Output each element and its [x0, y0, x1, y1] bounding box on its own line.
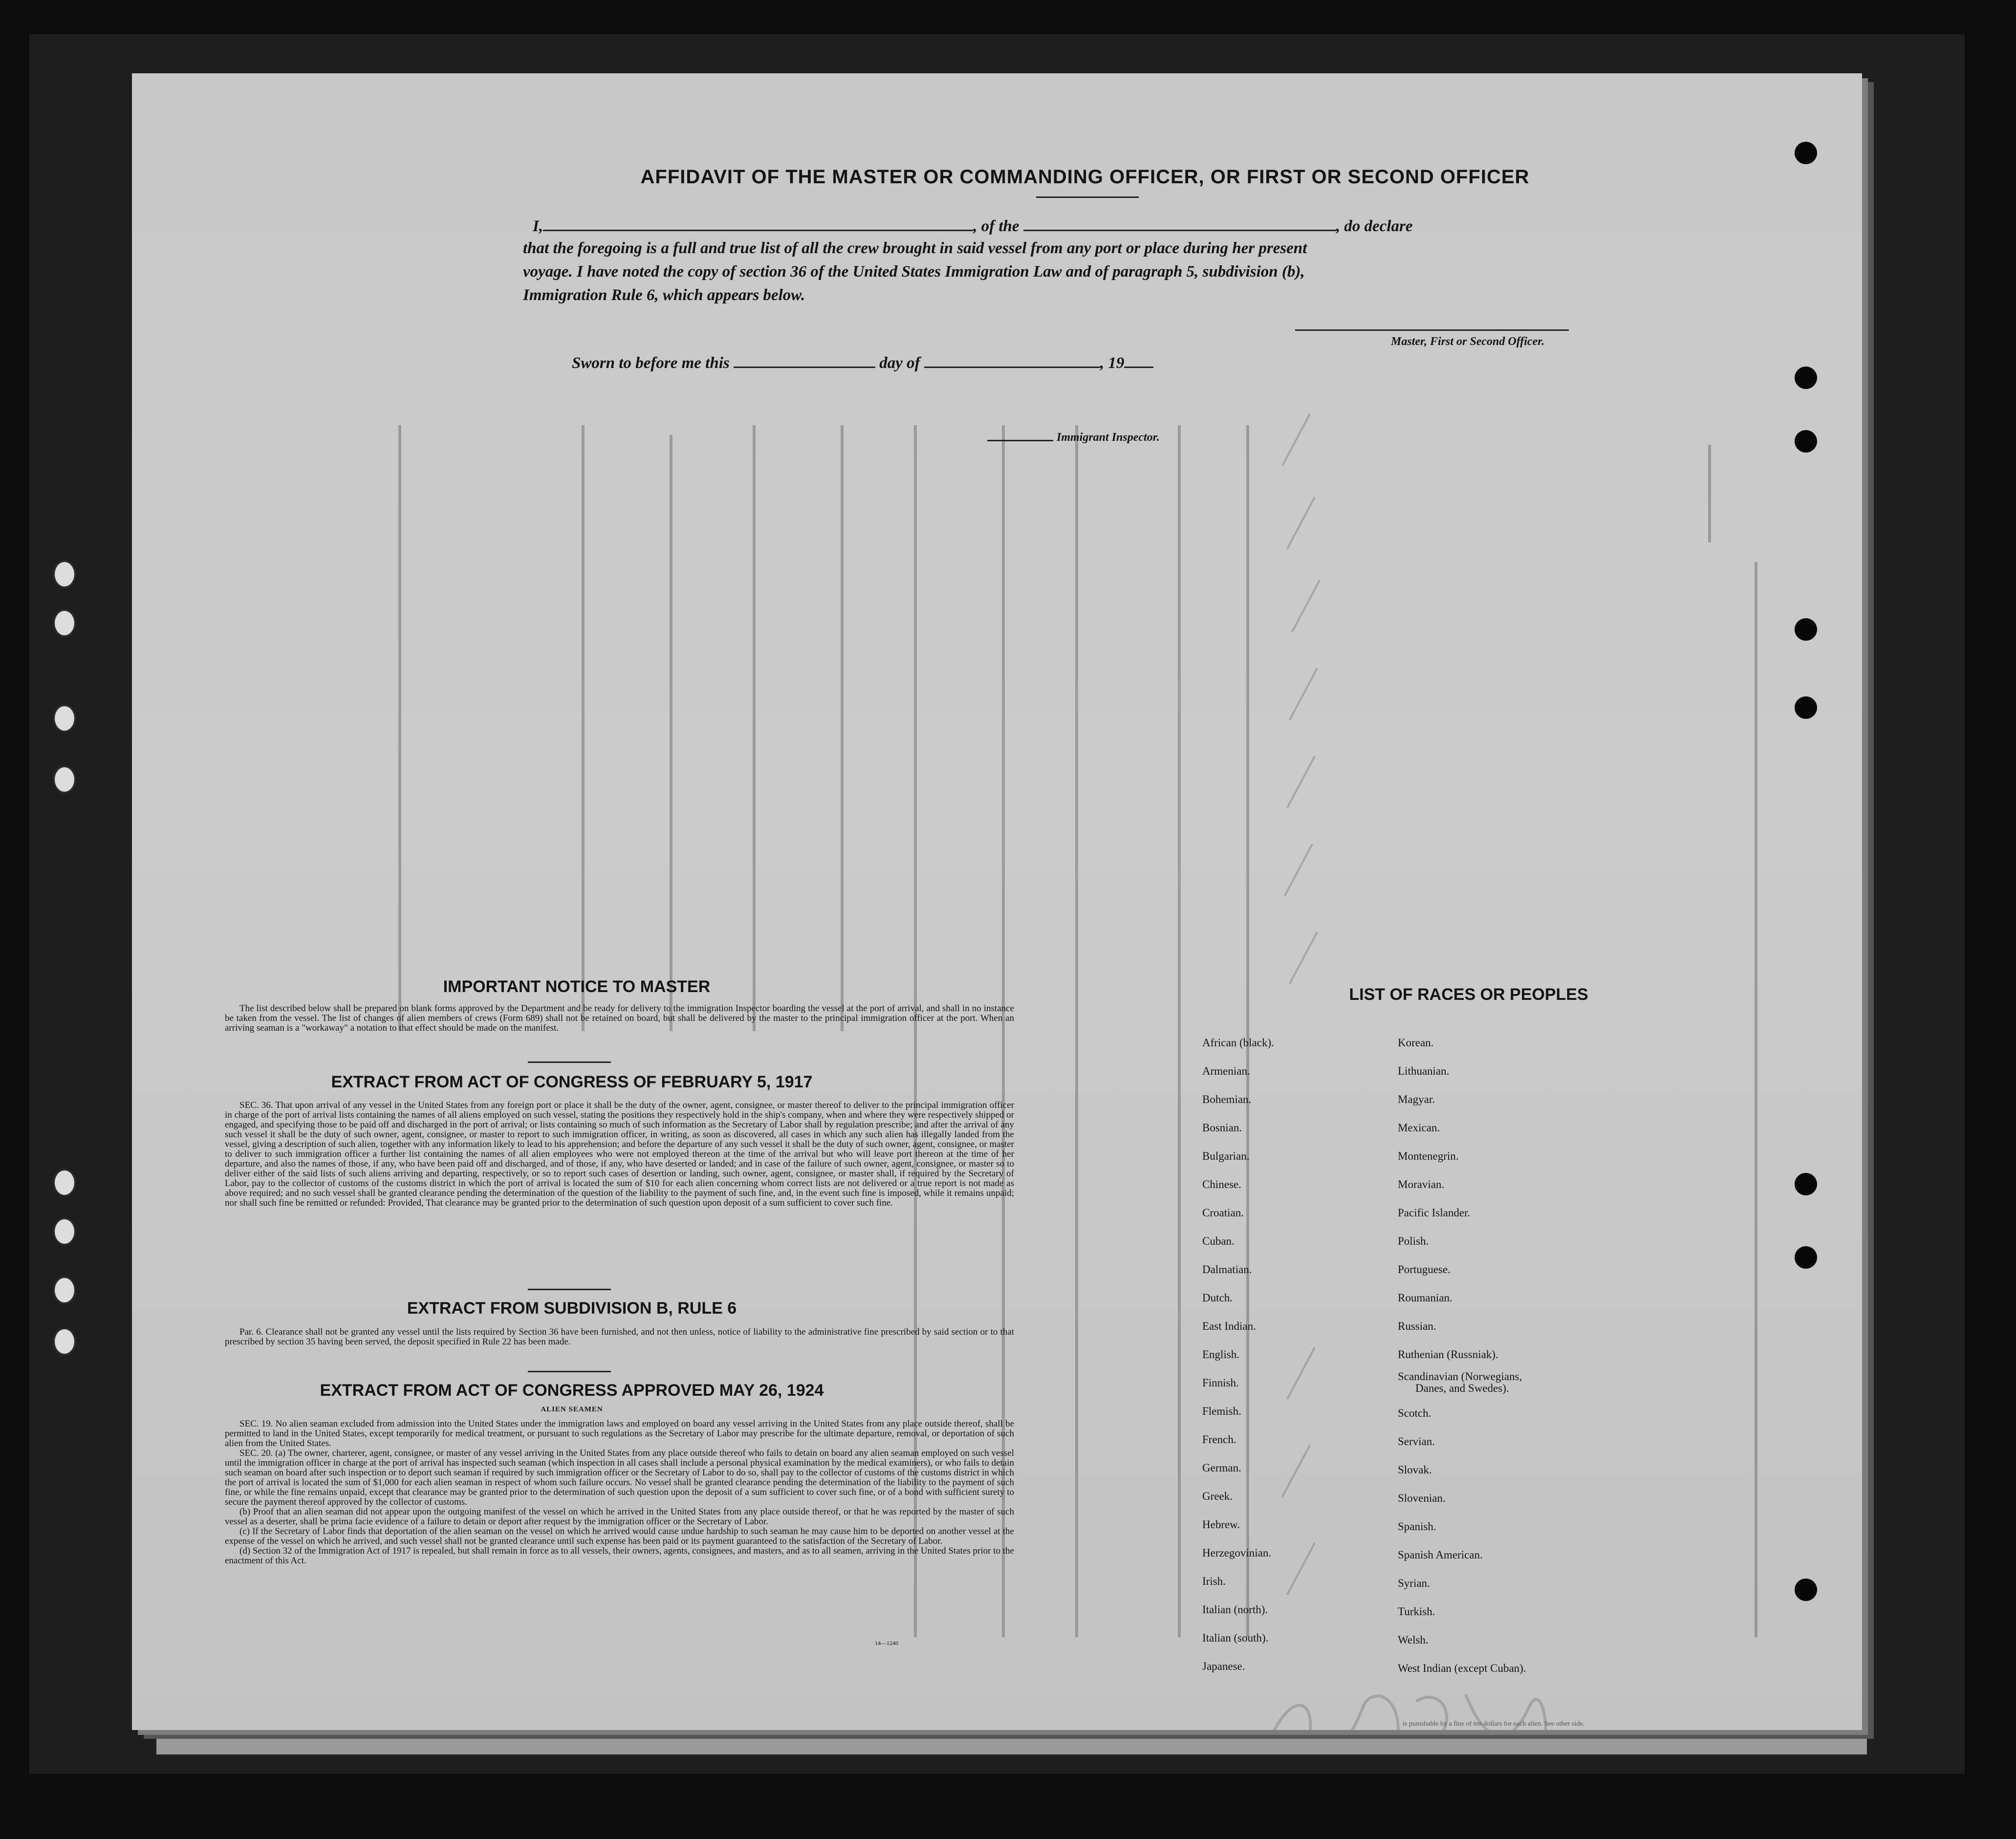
section-divider	[528, 1371, 611, 1372]
race-item	[1398, 1369, 1526, 1399]
binder-hole	[55, 611, 74, 635]
race-item: Portuguese.	[1398, 1263, 1451, 1276]
bleed-through-mark	[1284, 844, 1313, 896]
race-item: Magyar.	[1398, 1093, 1435, 1105]
race-item: Dalmatian.	[1202, 1263, 1252, 1276]
extract-rule6-text: Par. 6. Clearance shall not be granted any vessel until the lists required by Section 36 have been furnished, and not then unless, notice of liability to the administrative fine prescribed by said section or to that prescribed by section 35 having been served, the deposit specified in Rule 22 has been made.	[225, 1327, 1014, 1347]
extract-rule6-title: EXTRACT FROM SUBDIVISION B, RULE 6	[407, 1299, 737, 1318]
race-item: Polish.	[1398, 1235, 1429, 1247]
race-item: Croatian.	[1202, 1207, 1244, 1219]
race-item: Herzegovinian.	[1202, 1547, 1272, 1559]
declarant-name-field[interactable]	[543, 215, 973, 231]
sworn-month-field[interactable]	[924, 352, 1100, 368]
extract-1924-sec20a: SEC. 20. (a) The owner, charterer, agent, consignee, or master of any vessel arriving in the United States from any place outside thereof who fails to detain on board any alien seaman employed on such vessel until the immigration officer in charge at the port of arrival has inspected such seaman (which inspection in all cases shall include a personal physical examination by the medical examiners), or who fails to detain such seaman on board after such inspection or to deport such seaman if required by such immigration officer or the Secretary of Labor to do so, shall pay to the collector of customs of the customs district in which the port of arrival is located the sum of $1,000 for each alien seaman in respect of whom such failure occurs. No vessel shall be granted clearance pending the determination of the liability to the payment of such fine, or while the fine remains unpaid, except that clearance may be granted prior to the determination of such question upon the deposit of a sum sufficient to cover such fine, or of a bond with sufficient surety to secure the payment thereof approved by the collector of customs.	[225, 1448, 1014, 1507]
vessel-name-field[interactable]	[1023, 215, 1336, 231]
extract-1924-sec20b: (b) Proof that an alien seaman did not appear upon the outgoing manifest of the vessel on which he arrived in the United States from any place outside thereof, or that he was reported by the master of such vessel as a deserter, shall be prima facie evidence of a failure to detain or deport after request by the immigration officer or the Secretary of Labor.	[225, 1507, 1014, 1527]
form-number: 14—1240	[875, 1640, 898, 1646]
declaration-line-2: that the foregoing is a full and true list of all the crew brought in said vessel from any port or place during her present	[523, 239, 1307, 257]
race-item: Roumanian.	[1398, 1292, 1452, 1304]
race-item: Hebrew.	[1202, 1518, 1240, 1531]
punch-hole	[1795, 430, 1817, 453]
race-item: Montenegrin.	[1398, 1150, 1459, 1162]
punch-hole	[1795, 367, 1817, 389]
bleed-through-mark	[1289, 931, 1318, 984]
binder-hole	[55, 562, 74, 586]
section-divider	[528, 1061, 611, 1063]
binder-hole	[55, 1278, 74, 1302]
race-item: Japanese.	[1202, 1660, 1245, 1672]
bleed-through-rule	[841, 425, 844, 1031]
race-item: Italian (north).	[1202, 1603, 1268, 1616]
race-item: Welsh.	[1398, 1634, 1429, 1646]
race-item: Turkish.	[1398, 1605, 1435, 1618]
bleed-through-rule	[1075, 425, 1078, 1637]
extract-rule6-body	[225, 1327, 1014, 1347]
master-signature-field[interactable]	[1295, 329, 1569, 331]
important-notice-body	[225, 1004, 1014, 1033]
bleed-through-rule	[670, 435, 672, 1031]
extract-1917-text: SEC. 36. That upon arrival of any vessel in the United States from any foreign port or place it shall be the duty of the owner, agent, consignee, or master thereof to deliver to the principal immigration officer in charge of the port of arrival lists containing the names of all aliens employed on such vessel, stating the positions they respectively hold in the ship's company, when and where they were respectively shipped or engaged, and specifying those to be paid off and discharged in the port of arrival; or lists containing so much of such information as the Secretary of Labor shall by regulation prescribe; and after the arrival of any such vessel it shall be the duty of such owner, agent, consignee, or master to report to such immigration officer, in writing, as soon as discovered, all cases in which any such alien has illegally landed from the vessel, giving a description of such alien, together with any information likely to lead to his apprehension; and before the departure of any such vessel it shall be the duty of such owner, agent, consignee, or master to deliver to such immigration officer a further list containing the names of all alien employees who were not employed thereon at the time of the arrival but who will leave port thereon at the time of her departure, and also the names of those, if any, who have been paid off and discharged, and of those, if any, who have deserted or landed; and in case of the failure of such owner, agent, consignee, or master so to deliver either of the said lists of such aliens arriving and departing, respectively, or so to report such cases of desertion or landing, such owner, agent, consignee, or master shall, if required by the Secretary of Labor, pay to the collector of customs of the customs district in which the port of arrival is located the sum of $10 for each alien concerning whom correct lists are not delivered or a true report is not made as above required; and no such vessel shall be granted clearance pending the determination of the question of the liability to the payment of such fine, and, in the event such fine is imposed, while it remains unpaid; nor shall such fine be remitted or refunded: Provided, That clearance may be granted prior to the determination of such question upon deposit of a sum sufficient to cover such fine.	[225, 1100, 1014, 1208]
race-item: Slovak.	[1398, 1464, 1432, 1476]
race-item: Servian.	[1398, 1435, 1435, 1448]
extract-1924-sec19: SEC. 19. No alien seaman excluded from admission into the United States under the immigration laws and employed on board any vessel arriving in the United States from any place outside thereof, shall be permitted to land in the United States, except temporarily for medical treatment, or pursuant to such regulations as the Secretary of Labor may prescribe for the ultimate departure, removal, or deportation of such alien from the United States.	[225, 1419, 1014, 1449]
punch-hole	[1795, 696, 1817, 719]
race-item: Lithuanian.	[1398, 1065, 1450, 1077]
race-item: Finnish.	[1202, 1377, 1239, 1389]
extract-1917-title: EXTRACT FROM ACT OF CONGRESS OF FEBRUARY 5, 1917	[331, 1073, 813, 1091]
race-item: Moravian.	[1398, 1178, 1445, 1190]
extract-1924-sec20c: (c) If the Secretary of Labor finds that deportation of the alien seaman on the vessel on which he arrived would cause undue hardship to such seaman he may cause him to be deported on another vessel at the expense of the vessel on which he arrived, and such vessel shall not be granted clearance until such expense has been paid or its payment guaranteed to the satisfaction of the Secretary of Labor.	[225, 1526, 1014, 1546]
declare-suffix: , do declare	[1336, 217, 1413, 235]
race-item: Mexican.	[1398, 1122, 1440, 1134]
section-divider	[528, 1289, 611, 1290]
race-item: Chinese.	[1202, 1178, 1241, 1190]
race-item: Syrian.	[1398, 1577, 1430, 1589]
bleed-through-rule	[1178, 425, 1181, 1637]
title-rule	[1036, 196, 1139, 198]
race-item: Italian (south).	[1202, 1632, 1269, 1644]
inspector-signature-field[interactable]	[987, 440, 1053, 441]
race-item: German.	[1202, 1462, 1241, 1474]
race-item: Dutch.	[1202, 1292, 1233, 1304]
race-item: Spanish American.	[1398, 1549, 1483, 1561]
vessel-prefix: , of the	[973, 217, 1019, 235]
footer-note: is punishable by a fine of ten dollars for each alien. See other side.	[1403, 1720, 1585, 1728]
race-item: Pacific Islander.	[1398, 1207, 1471, 1219]
important-notice-title: IMPORTANT NOTICE TO MASTER	[443, 977, 711, 996]
punch-hole	[1795, 142, 1817, 164]
inspector-label: Immigrant Inspector.	[1057, 431, 1160, 444]
declaration-line-4: Immigration Rule 6, which appears below.	[523, 286, 805, 304]
extract-1924-subtitle: ALIEN SEAMEN	[541, 1406, 603, 1413]
race-item: Flemish.	[1202, 1405, 1241, 1417]
sworn-line	[572, 352, 1153, 372]
bleed-through-mark	[1281, 1445, 1311, 1497]
race-item: Russian.	[1398, 1320, 1436, 1332]
bleed-through-rule	[398, 425, 401, 1031]
race-item: French.	[1202, 1433, 1236, 1446]
punch-hole	[1795, 618, 1817, 641]
races-title: LIST OF RACES OR PEOPLES	[1349, 985, 1588, 1004]
bleed-through-mark	[1286, 1347, 1316, 1400]
bleed-through-mark	[1286, 756, 1316, 808]
bleed-through-mark	[1286, 1542, 1316, 1595]
bleed-through-rule	[753, 425, 756, 1031]
race-item: Irish.	[1202, 1575, 1226, 1587]
sworn-day-of: day of	[879, 354, 920, 372]
race-item: Scotch.	[1398, 1407, 1431, 1419]
declaration-line-3: voyage. I have noted the copy of section 36 of the United States Immigration Law and of paragraph 5, subdivision (b),	[523, 263, 1305, 281]
race-item: Ruthenian (Russniak).	[1398, 1348, 1498, 1361]
bleed-through-mark	[1289, 668, 1318, 720]
races-right-column	[1398, 1029, 1526, 1683]
binder-hole	[55, 1329, 74, 1354]
master-signature-label: Master, First or Second Officer.	[1391, 335, 1545, 348]
extract-1924-title: EXTRACT FROM ACT OF CONGRESS APPROVED MAY 26, 1924	[320, 1381, 824, 1400]
race-item: East Indian.	[1202, 1320, 1256, 1332]
punch-hole	[1795, 1173, 1817, 1195]
race-item: Spanish.	[1398, 1520, 1436, 1533]
race-item: African (black).	[1202, 1037, 1274, 1049]
bleed-through-rule	[1708, 445, 1711, 542]
affidavit-title: AFFIDAVIT OF THE MASTER OR COMMANDING OFFICER, OR FIRST OR SECOND OFFICER	[640, 166, 1530, 188]
bleed-through-mark	[1286, 497, 1316, 549]
race-item-line: Danes, and Swedes).	[1415, 1382, 1509, 1394]
bleed-through-mark	[1291, 580, 1321, 632]
extract-1924-body	[225, 1419, 1014, 1566]
bleed-through-mark	[1281, 413, 1311, 466]
sworn-year-prefix: , 19	[1100, 354, 1125, 372]
race-item: English.	[1202, 1348, 1240, 1361]
bleed-through-rule	[1755, 562, 1757, 1637]
race-item: Bulgarian.	[1202, 1150, 1250, 1162]
punch-hole	[1795, 1246, 1817, 1269]
sworn-day-field[interactable]	[734, 352, 875, 368]
race-item: Greek.	[1202, 1490, 1233, 1502]
race-item: Armenian.	[1202, 1065, 1250, 1077]
punch-hole	[1795, 1579, 1817, 1601]
race-item: West Indian (except Cuban).	[1398, 1662, 1526, 1674]
race-item: Cuban.	[1202, 1235, 1235, 1247]
race-item: Slovenian.	[1398, 1492, 1446, 1504]
binder-hole	[55, 706, 74, 731]
binder-hole	[55, 1219, 74, 1244]
race-item: Bosnian.	[1202, 1122, 1242, 1134]
important-notice-text: The list described below shall be prepared on blank forms approved by the Department and be ready for delivery to the immigration Inspector boarding the vessel at the port of arrival, and shall in no instance be taken from the vessel. The list of changes of alien members of crews (Form 689) shall not be retained on board, but shall be delivered by the master to the principal immigration officer at the port. When an arriving seaman is a "workaway" a notation to that effect should be made on the manifest.	[225, 1003, 1014, 1033]
extract-1917-body	[225, 1101, 1014, 1208]
sworn-year-field[interactable]	[1124, 352, 1153, 368]
declarant-prefix: I,	[533, 217, 543, 235]
race-item: Bohemian.	[1202, 1093, 1252, 1105]
bleed-through-rule	[582, 425, 585, 1031]
binder-hole	[55, 1170, 74, 1195]
race-item-line: Scandinavian (Norwegians,	[1398, 1370, 1522, 1383]
binder-hole	[55, 767, 74, 792]
form-page	[132, 73, 1862, 1730]
sworn-prefix: Sworn to before me this	[572, 354, 730, 372]
races-left-column	[1202, 1029, 1274, 1681]
extract-1924-sec20d: (d) Section 32 of the Immigration Act of 1917 is repealed, but shall remain in force as to all vessels, their owners, agents, consignees, and masters, and as to all seamen, arriving in the United States prior to the enactment of this Act.	[225, 1546, 1014, 1566]
declaration-line-1	[533, 215, 1412, 236]
race-item: Korean.	[1398, 1037, 1434, 1049]
